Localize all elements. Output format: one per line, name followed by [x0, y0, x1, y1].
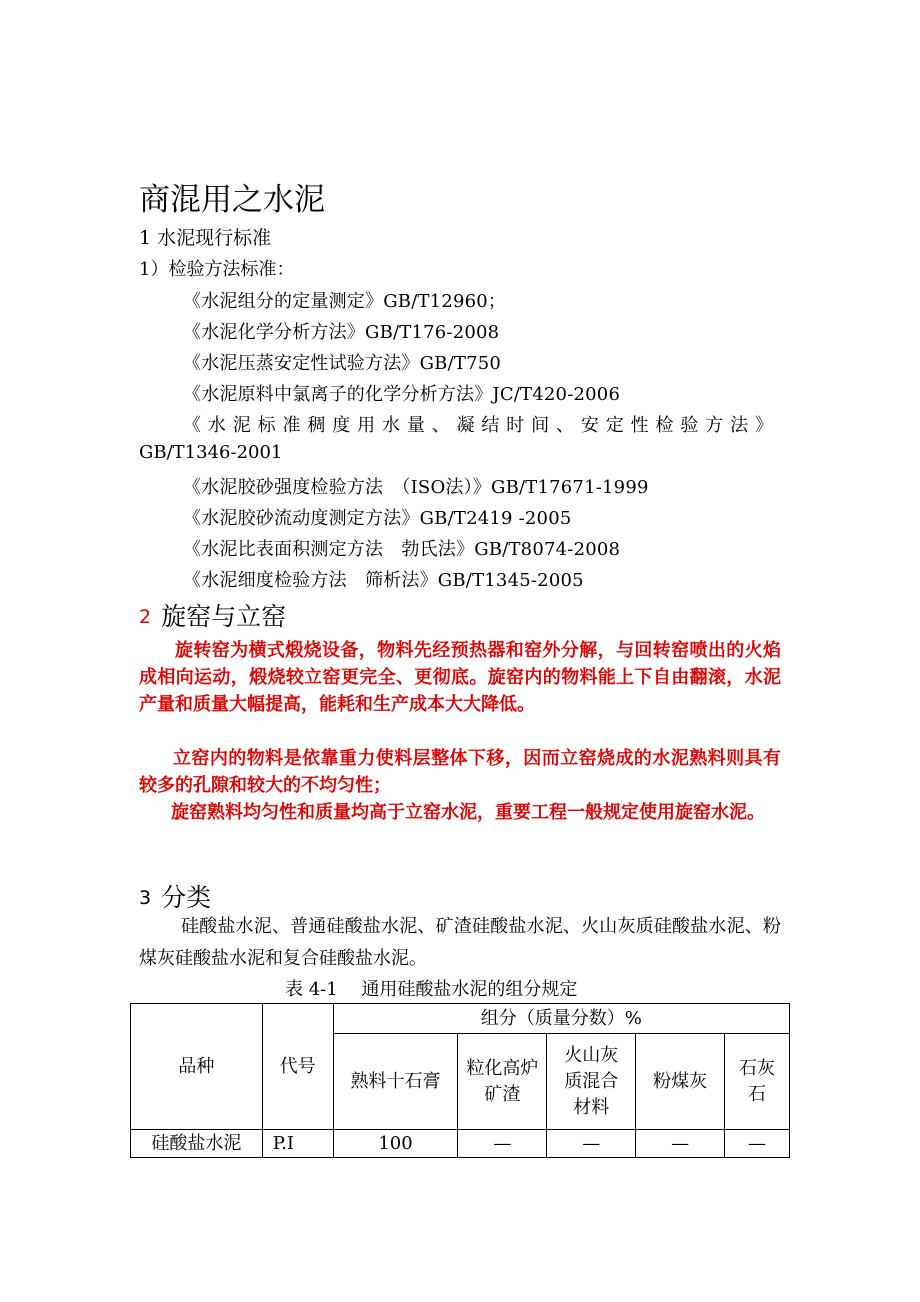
header-slag: 粒化高炉矿渣: [458, 1034, 547, 1130]
header-limestone: 石灰石: [725, 1034, 790, 1130]
section3-title: 分类: [161, 883, 212, 912]
header-composition: 组分（质量分数）%: [333, 1004, 789, 1034]
cell-value: 100: [333, 1130, 458, 1158]
header-code: 代号: [262, 1004, 333, 1130]
section2-paragraph: 旋转窑为横式煅烧设备，物料先经预热器和窑外分解，与回转窑喷出的火焰成相向运动，煅烧较立窑更完全、更彻底。旋窑内的物料能上下自由翻滚，水泥产量和质量大幅提高，能耗和生产成本大大降低。: [139, 640, 781, 715]
standard-item-continuation: GB/T1346-2001: [139, 442, 283, 463]
section3-number: 3: [139, 887, 152, 909]
cell-value: —: [458, 1130, 547, 1158]
cell-value: —: [636, 1130, 725, 1158]
standard-item: 《水泥标准稠度用水量、凝结时间、安定性检验方法》: [183, 415, 773, 436]
standard-item: 《水泥胶砂强度检验方法 （ISO法）》GB/T17671-1999: [183, 477, 649, 498]
header-clinker-gypsum: 熟料十石膏: [333, 1034, 458, 1130]
section2-paragraph: 旋窑熟料均匀性和质量均高于立窑水泥，重要工程一般规定使用旋窑水泥。: [171, 802, 765, 823]
table-row: [131, 1130, 790, 1158]
section3-heading: [139, 878, 211, 914]
section2-heading: [139, 597, 286, 633]
cell-value: —: [725, 1130, 790, 1158]
page-title: 商混用之水泥: [139, 182, 325, 218]
section3-paragraph: 硅酸盐水泥、普通硅酸盐水泥、矿渣硅酸盐水泥、火山灰质硅酸盐水泥、粉煤灰硅酸盐水泥和复合硅酸盐水泥。: [139, 916, 781, 969]
section1-subheading: 1）检验方法标准：: [139, 259, 295, 280]
header-pozzolan: 火山灰质混合材料: [547, 1034, 636, 1130]
cell-code: P.Ⅰ: [262, 1130, 333, 1158]
standard-item: 《水泥比表面积测定方法 勃氏法》GB/T8074-2008: [183, 539, 621, 560]
standard-item: 《水泥化学分析方法》GB/T176-2008: [183, 322, 500, 343]
header-variety: 品种: [131, 1004, 263, 1130]
table-caption: 表 4-1 通用硅酸盐水泥的组分规定: [285, 979, 578, 1000]
cell-variety: 硅酸盐水泥: [131, 1130, 263, 1158]
section1-heading: 1 水泥现行标准: [139, 227, 272, 249]
standard-item: 《水泥胶砂流动度测定方法》GB/T2419 -2005: [183, 508, 572, 529]
standard-item: 《水泥组分的定量测定》GB/T12960；: [183, 291, 507, 312]
standard-item: 《水泥原料中氯离子的化学分析方法》JC/T420-2006: [183, 384, 621, 405]
cell-value: —: [547, 1130, 636, 1158]
section2-number: 2: [139, 606, 152, 628]
composition-table: [130, 1003, 790, 1158]
standard-item: 《水泥压蒸安定性试验方法》GB/T750: [183, 353, 502, 374]
section2-title: 旋窑与立窑: [161, 602, 287, 631]
header-fly-ash: 粉煤灰: [636, 1034, 725, 1130]
section2-paragraph: 立窑内的物料是依靠重力使料层整体下移，因而立窑烧成的水泥熟料则具有较多的孔隙和较大的不均匀性；: [139, 748, 781, 796]
standard-item: 《水泥细度检验方法 筛析法》GB/T1345-2005: [183, 570, 584, 591]
